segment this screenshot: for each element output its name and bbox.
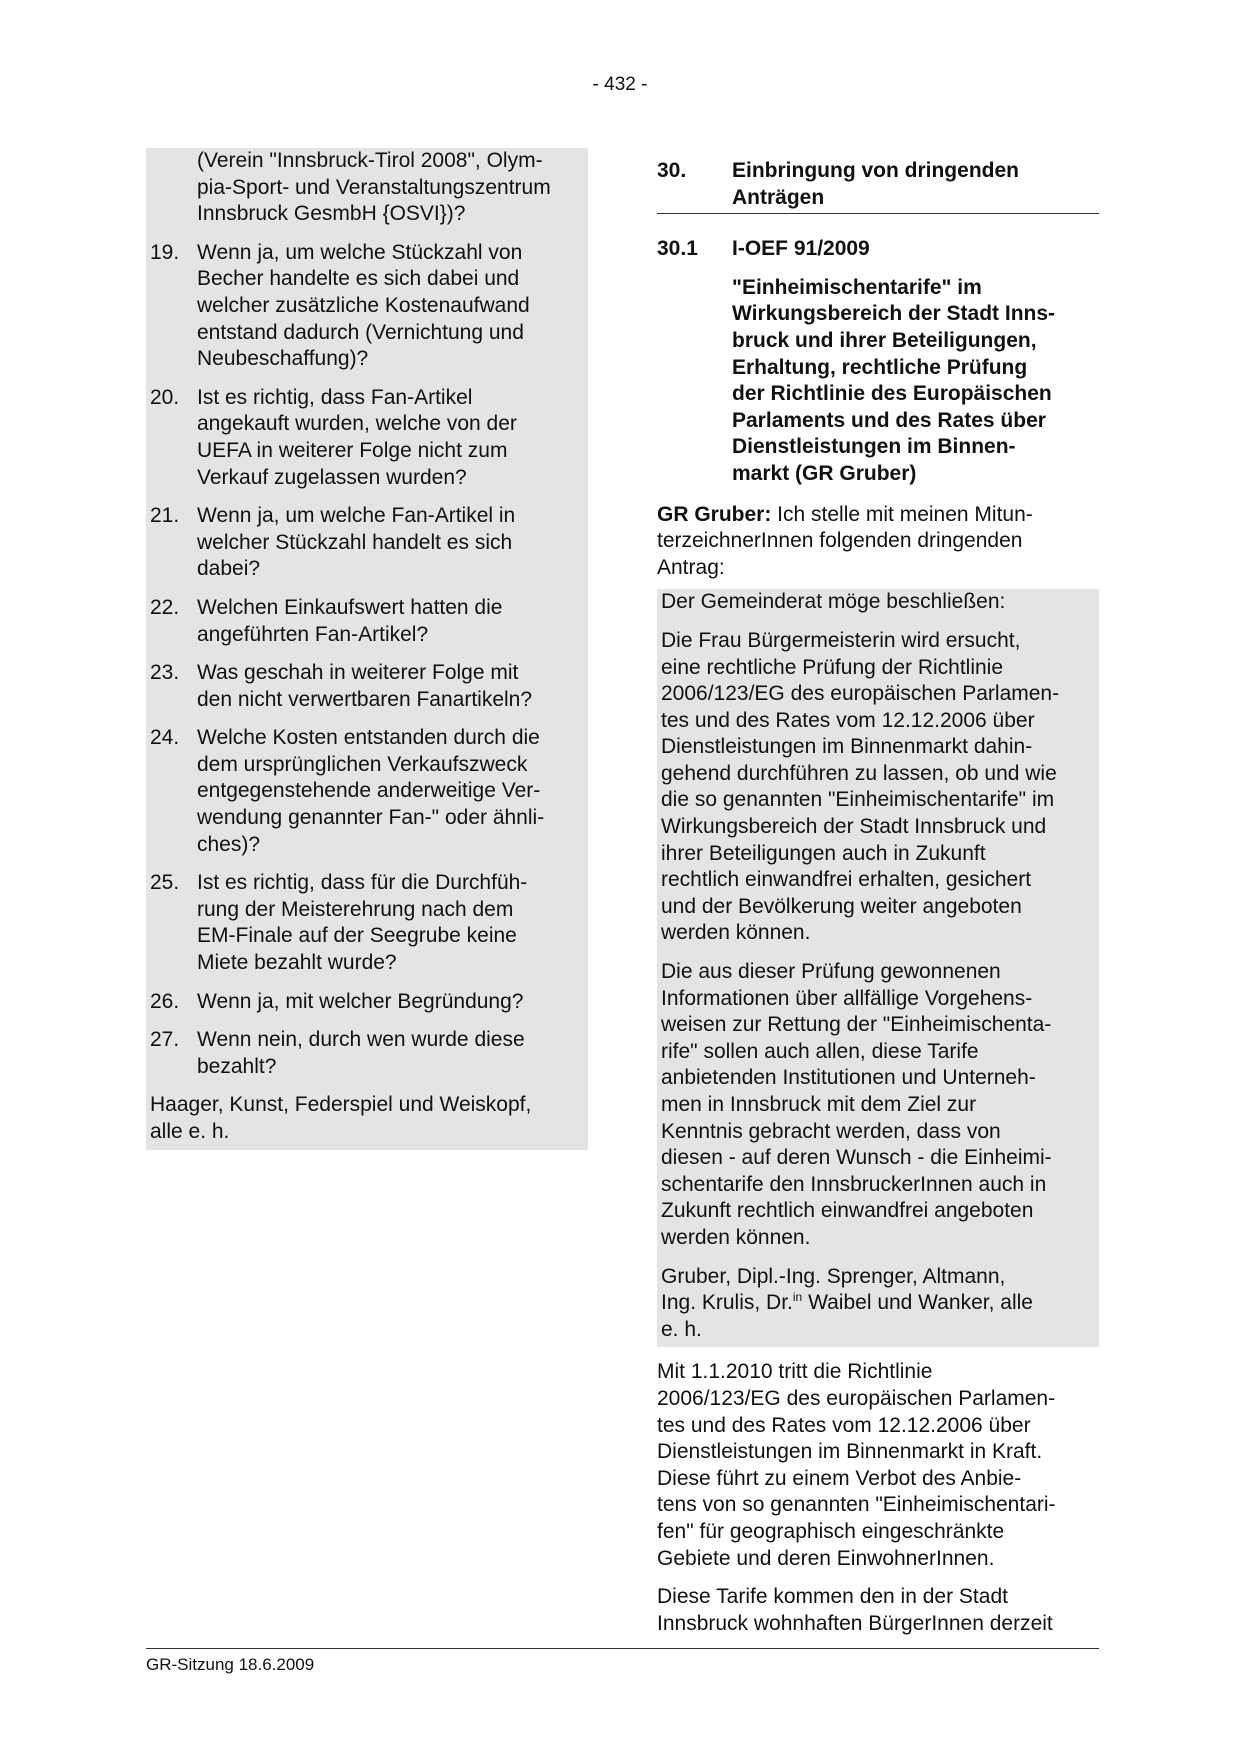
question-27: 27. Wenn nein, durch wen wurde diese bezahlt? — [150, 1028, 525, 1078]
speaker-name: GR Gruber: — [657, 502, 772, 526]
section-heading: 30. Einbringung von dringenden Anträgen — [657, 158, 1099, 214]
body-paragraph-2: Diese Tarife kommen den in der Stadt Innsbruck wohnhaften BürgerInnen derzeit — [657, 1585, 1053, 1635]
speech-paragraph: GR Gruber: Ich stelle mit meinen Mitun- terzeichnerInnen folgenden dringenden Antrag: — [657, 502, 1033, 579]
body-paragraph-1: Mit 1.1.2010 tritt die Richtlinie 2006/123/EG des europäischen Parlamen- tes und des Rates vom 12.12.2006 über Dienstleistungen im Binnenmarkt in Kraft. Diese führt zu einem Verbot des Anbie- tens von so genannten "Einheimischentari- fen" für geographisch eingeschränkte Gebiete und deren EinwohnerInnen. — [657, 1360, 1056, 1570]
question-22: 22. Welchen Einkaufswert hatten die angeführten Fan-Artikel? — [150, 595, 503, 646]
question-24: 24. Welche Kosten entstanden durch die dem ursprünglichen Verkaufszweck entgegenstehende anderweitige Ver- wendung genannter Fan-" oder ähnli- ches)? — [150, 726, 545, 856]
question-23: 23. Was geschah in weiterer Folge mit den nicht verwertbaren Fanartikeln? — [150, 661, 533, 711]
footer-session: GR-Sitzung 18.6.2009 — [146, 1655, 315, 1674]
question-21: 21. Wenn ja, um welche Fan-Artikel in welcher Stückzahl handelt es sich dabei? — [150, 504, 516, 581]
motion-resolve: Der Gemeinderat möge beschließen: — [661, 590, 1006, 614]
subsection-code: I-OEF 91/2009 — [732, 237, 870, 261]
question-26: 26. Wenn ja, mit welcher Begründung? — [150, 989, 524, 1013]
page-number: - 432 - — [592, 74, 648, 95]
subsection-heading: 30.1 I-OEF 91/2009 "Einheimischentarife" im Wirkungsbereich der Stadt Inns- bruck und ihrer Beteiligungen, Erhaltung, rechtliche Prüfung der Richtlinie des Europäischen Parlaments und des Rates über Dienstleistungen im Binnen- markt (GR Gruber) — [657, 236, 1099, 487]
inquiry-box — [146, 148, 588, 1150]
left-column — [146, 148, 588, 1150]
motion-box — [657, 589, 1099, 1347]
motion-paragraph-1: Die Frau Bürgermeisterin wird ersucht, eine rechtliche Prüfung der Richtlinie 2006/123/EG des europäischen Parlamen- tes und des Rates vom 12.12.2006 über Dienstleistungen im Binnenmarkt dahin- gehend durchführen zu lassen, ob und wie die so genannten "Einheimischentarife" im Wirkungsbereich der Stadt Innsbruck und ihrer Beteiligungen auch in Zukunft rechtlich einwandfrei erhalten, gesichert und der Bevölkerung weiter angeboten werden können. — [661, 628, 1060, 945]
inquiry-intro: (Verein "Innsbruck-Tirol 2008", Olym- pia-Sport- und Veranstaltungszentrum Innsbruck GesmbH {OSVI})? — [197, 149, 551, 226]
question-25: 25. Ist es richtig, dass für die Durchfüh- rung der Meisterehrung nach dem EM-Finale auf der Seegrube keine Miete bezahlt wurde? — [150, 871, 528, 975]
right-column — [657, 158, 1099, 1637]
subsection-title: "Einheimischentarife" im Wirkungsbereich der Stadt Inns- bruck und ihrer Beteiligungen, Erhaltung, rechtliche Prüfung der Richtlinie des Europäischen Parlaments und des Rates über Dienstleistungen im Binnen- markt (GR Gruber) — [732, 275, 1056, 485]
inquiry-signers: Haager, Kunst, Federspiel und Weiskopf, alle e. h. — [150, 1093, 532, 1143]
motion-paragraph-2: Die aus dieser Prüfung gewonnenen Informationen über allfällige Vorgehens- weisen zur Rettung der "Einheimischenta- rife" sollen auch allen, diese Tarife anbietenden Institutionen und Unterneh- men in Innsbruck mit dem Ziel zur Kenntnis gebracht werden, dass von diesen - auf deren Wunsch - die Einheimi- schentarife den InnsbruckerInnen auch in Zukunft rechtlich einwandfrei angeboten werden können. — [661, 960, 1052, 1249]
question-19: 19. Wenn ja, um welche Stückzahl von Becher handelte es sich dabei und welcher zusätzliche Kostenaufwand entstand dadurch (Vernichtung und Neubeschaffung)? — [150, 240, 530, 371]
motion-signers: Gruber, Dipl.-Ing. Sprenger, Altmann, Ing. Krulis, Dr.$^{in}$ Waibel und Wanker, alle e. h. — [661, 1264, 1033, 1341]
question-20: 20. Ist es richtig, dass Fan-Artikel angekauft wurden, welche von der UEFA in weiterer Folge nicht zum Verkauf zugelassen wurden? — [150, 385, 517, 489]
footer-rule — [146, 1648, 1099, 1649]
